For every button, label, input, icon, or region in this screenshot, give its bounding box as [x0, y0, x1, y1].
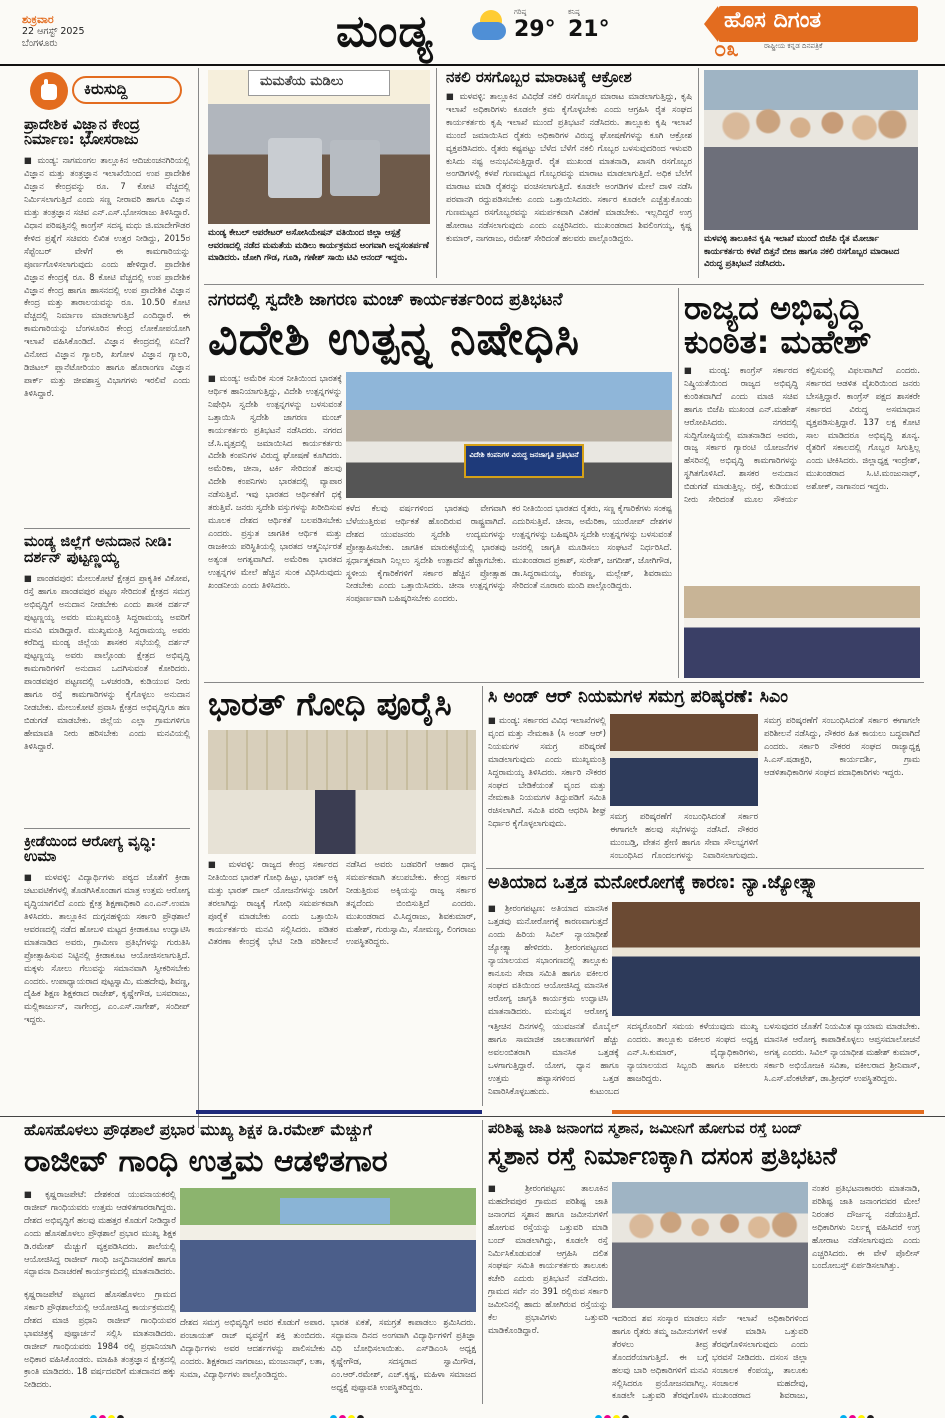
column-rule — [482, 686, 483, 1106]
athiyada-body-1: ■ ಶ್ರೀರಂಗಪಟ್ಟಣ: ಅತಿಯಾದ ಮಾನಸಿಕ ಒತ್ತಡವು ಮನೋರೋಗಕ್ಕೆ ಕಾರಣವಾಗುತ್ತದೆ ಎಂದು ಹಿರಿಯ ಸಿವಿಲ್ ನ್ಯಾಯಾಧೀಶೆ ಜ್ಯೋತ್ಸ್ನಾ ಹೇಳಿದರು. ಶ್ರೀರಂಗಪಟ್ಟಣದ ನ್ಯಾಯಾಲಯದ ಸಭಾಂಗಣದಲ್ಲಿ ತಾಲ್ಲೂಕು ಕಾನೂನು ಸೇವಾ ಸಮಿತಿ ಹಾಗೂ ವಕೀಲರ ಸಂಘದ ವತಿಯಿಂದ ಆಯೋಜಿಸಿದ್ದ ಮಾನಸಿಕ ಆರೋಗ್ಯ ಜಾಗೃತಿ ಕಾರ್ಯಕ್ರಮ ಉದ್ಘಾಟಿಸಿ ಮಾತನಾಡಿದರು. ಮನುಷ್ಯನ ಆರೋಗ್ಯ — [488, 903, 608, 1017]
sianda-headline: ಸಿ ಅಂಡ್ ಆರ್ ನಿಯಮಗಳ ಸಮಗ್ರ ಪರಿಷ್ಕರಣೆ: ಸಿಎಂ — [488, 687, 788, 707]
cooking-vessel — [330, 140, 380, 196]
hand-icon — [30, 72, 68, 110]
column-rule — [436, 68, 437, 278]
smashana-body-1: ■ ಶ್ರೀರಂಗಪಟ್ಟಣ: ತಾಲೂಕಿನ ಮಹದೇವಪುರ ಗ್ರಾಮದ ಪರಿಶಿಷ್ಟ ಜಾತಿ ಜನಾಂಗದ ಸ್ಮಶಾನ ಹಾಗೂ ಜಮೀನುಗಳಿಗೆ ಹೋಗುವ ರಸ್ತೆಯನ್ನು ಒತ್ತುವರಿ ಮಾಡಿ ಬಂದ್ ಮಾಡಲಾಗಿದ್ದು, ಕೂಡಲೇ ರಸ್ತೆ ನಿರ್ಮಿಸಿಕೊಡುವಂತೆ ಆಗ್ರಹಿಸಿ ದಲಿತ ಸಂಘರ್ಷ ಸಮಿತಿ ಕಾರ್ಯಕರ್ತರು ತಾಲೂಕು ಕಚೇರಿ ಎದುರು ಪ್ರತಿಭಟನೆ ನಡೆಸಿದರು. ಗ್ರಾಮದ ಸರ್ವೆ ನಂ 391 ರಲ್ಲಿರುವ ಸರ್ಕಾರಿ ಜಮೀನಿನಲ್ಲಿ ಹಾದು ಹೋಗಿರುವ ರಸ್ತೆಯನ್ನು ಕೆಲ ಪ್ರಭಾವಿಗಳು ಒತ್ತುವರಿ ಮಾಡಿಕೊಂಡಿದ್ದಾರೆ. — [488, 1183, 608, 1335]
color-strip — [612, 1110, 924, 1114]
brief-2-body: ■ ಪಾಂಡವಪುರ: ಮೇಲುಕೋಟೆ ಕ್ಷೇತ್ರದ ಪ್ರಾಕೃತಿಕ ವಿಕೋಪ, ರಸ್ತೆ ಹಾಗೂ ಪಾಂಡವಪುರ ಪಟ್ಟಣ ಸೇರಿದಂತೆ ಕ್ಷೇತ್ರದ ಸಮಗ್ರ ಅಭಿವೃದ್ಧಿಗೆ ಅನುದಾನ ನೀಡಬೇಕು ಎಂದು ಶಾಸಕ ದರ್ಶನ್ ಪುಟ್ಟಣ್ಣಯ್ಯ ಅವರು ಮುಖ್ಯಮಂತ್ರಿ ಸಿದ್ದರಾಮಯ್ಯ ಅವರಿಗೆ ಮನವಿ ಮಾಡಿದ್ದಾರೆ. ಮುಖ್ಯಮಂತ್ರಿ ಸಿದ್ದರಾಮಯ್ಯ ಅವರು ಕರೆದಿದ್ದ ಮಂಡ್ಯ ಜಿಲ್ಲೆಯ ಶಾಸಕರ ಸಭೆಯಲ್ಲಿ ದರ್ಶನ್ ಪುಟ್ಟಣ್ಣಯ್ಯ ಅವರು ಪಾಲ್ಗೊಂಡು ಕ್ಷೇತ್ರದ ಅಭಿವೃದ್ಧಿ ಕಾಮಗಾರಿಗಳಿಗೆ ಅನುದಾನ ಒದಗಿಸುವಂತೆ ಕೋರಿದರು. ಪಾಂಡವಪುರ ಪಟ್ಟಣದಲ್ಲಿ ಒಳಚರಂಡಿ, ಕುಡಿಯುವ ನೀರು ಹಾಗೂ ರಸ್ತೆ ಕಾಮಗಾರಿಗಳನ್ನು ಕೈಗೊಳ್ಳಲು ಅನುದಾನ ನೀಡಬೇಕು. ಮೇಲುಕೋಟೆ ಪ್ರವಾಸಿ ಕ್ಷೇತ್ರದ ಅಭಿವೃದ್ಧಿಗೂ ಹಣ ಬಿಡುಗಡೆ ಮಾಡಬೇಕು. ಜಿಲ್ಲೆಯ ಎಲ್ಲಾ ಗ್ರಾಮಗಳಿಗೂ ಹೇಮಾವತಿ ನೀರು ಹರಿಸಬೇಕು ಎಂದು ಮನವಿಯಲ್ಲಿ ತಿಳಿಸಿದ್ದಾರೆ. — [24, 572, 190, 751]
athiyada-body-2: ಇತ್ತೀಚಿನ ದಿನಗಳಲ್ಲಿ ಯುವಜನತೆ ಮೊಬೈಲ್ ಹಾಗೂ ಸಾಮಾಜಿಕ ಜಾಲತಾಣಗಳಿಗೆ ಹೆಚ್ಚು ಅವಲಂಬಿತರಾಗಿ ಮಾನಸಿಕ ಒತ್ತಡಕ್ಕೆ ಒಳಗಾಗುತ್ತಿದ್ದಾರೆ. ಯೋಗ, ಧ್ಯಾನ ಹಾಗೂ ಉತ್ತಮ ಹವ್ಯಾಸಗಳಿಂದ ಒತ್ತಡ ನಿವಾರಿಸಿಕೊಳ್ಳಬಹುದು. ಕುಟುಂಬದ ಸದಸ್ಯರೊಂದಿಗೆ ಸಮಯ ಕಳೆಯುವುದು ಮುಖ್ಯ ಎಂದರು. ತಾಲ್ಲೂಕು ವಕೀಲರ ಸಂಘದ ಅಧ್ಯಕ್ಷ ಎನ್.ಸಿ.ಕುಮಾರ್, ವೈದ್ಯಾಧಿಕಾರಿಗಳು, ನ್ಯಾಯಾಲಯದ ಸಿಬ್ಬಂದಿ ಹಾಗೂ ವಕೀಲರು ಹಾಜರಿದ್ದರು. — [488, 1021, 758, 1096]
rajeev-body-2: ಕೃಷ್ಣರಾಜಪೇಟೆ ಪಟ್ಟಣದ ಹೊಸಹೊಳಲು ಗ್ರಾಮದ ಸರ್ಕಾರಿ ಪ್ರೌಢಶಾಲೆಯಲ್ಲಿ ಆಯೋಜಿಸಿದ್ದ ಕಾರ್ಯಕ್ರಮದಲ್ಲಿ ದೇಶದ ಮಾಜಿ ಪ್ರಧಾನಿ ರಾಜೀವ್ ಗಾಂಧಿಯವರ ಭಾವಚಿತ್ರಕ್ಕೆ ಪುಷ್ಪಾರ್ಚನೆ ಸಲ್ಲಿಸಿ ಮಾತನಾಡಿದರು. ರಾಜೀವ್ ಗಾಂಧಿಯವರು 1984 ರಲ್ಲಿ ಪ್ರಧಾನಿಯಾಗಿ ಅಧಿಕಾರ ವಹಿಸಿಕೊಂಡರು. ಮಾಹಿತಿ ತಂತ್ರಜ್ಞಾನ ಕ್ಷೇತ್ರದಲ್ಲಿ ಕ್ರಾಂತಿ ಮಾಡಿದರು. 18 ವರ್ಷದವರಿಗೆ ಮತದಾನದ ಹಕ್ಕು ನೀಡಿದರು. — [24, 1289, 176, 1390]
brief-3-headline: ಕ್ರೀಡೆಯಿಂದ ಆರೋಗ್ಯ ವೃದ್ಧಿ: ಉಮಾ — [24, 833, 157, 866]
sianda-body-3: ಸಮಗ್ರ ಪರಿಷ್ಕರಣೆಗೆ ಸಂಬಂಧಿಸಿದಂತೆ ಸರ್ಕಾರ ಈಗಾಗಲೇ ಪರಿಶೀಲನೆ ನಡೆಸಿದ್ದು, ನೌಕರರ ಹಿತ ಕಾಯಲು ಬದ್ಧವಾಗಿದೆ ಎಂದರು. ಸರ್ಕಾರಿ ನೌಕರರ ಸಂಘದ ರಾಜ್ಯಾಧ್ಯಕ್ಷ ಸಿ.ಎಸ್.ಷಡಾಕ್ಷರಿ, ಕಾರ್ಯದರ್ಶಿ, ಗ್ರಾಮ ಆಡಳಿತಾಧಿಕಾರಿಗಳ ಸಂಘದ ಪದಾಧಿಕಾರಿಗಳು ಇದ್ದರು. — [764, 715, 920, 777]
weekday: ಶುಕ್ರವಾರ — [22, 13, 54, 26]
print-registration-marks — [0, 1405, 945, 1418]
videshi-body-3: ಕರ ನೀತಿಯಿಂದ ಭಾರತದ ರೈತರು, ಸಣ್ಣ ಕೈಗಾರಿಕೆಗಳು ಸಂಕಷ್ಟ ಎದುರಿಸುತ್ತಿವೆ. ಚೀನಾ, ಅಮೆರಿಕಾ, ಯುರೋಪ್ ದೇಶಗಳ ಉತ್ಪನ್ನಗಳನ್ನು ಬಹಿಷ್ಕರಿಸಿ ಸ್ವದೇಶಿ ಉತ್ಪನ್ನಗಳನ್ನು ಬಳಸುವಂತೆ ಜನರಲ್ಲಿ ಜಾಗೃತಿ ಮೂಡಿಸಲು ಸಂಘಟನೆ ನಿರ್ಧರಿಸಿದೆ. ಮುಖಂಡರಾದ ಪ್ರಕಾಶ್, ಸುರೇಶ್, ಜಗದೀಶ್, ಜೋಗಿಗೌಡ, ಡಾ.ಸಿದ್ದರಾಮಯ್ಯ, ಕೆಂಪಣ್ಣ, ಮಲ್ಲೇಶ್, ಶಿವರಾಮು ಸೇರಿದಂತೆ ನೂರಾರು ಮಂದಿ ಪಾಲ್ಗೊಂಡಿದ್ದರು. — [512, 503, 672, 591]
masthead — [0, 0, 945, 66]
min-temp: 21° — [568, 17, 610, 42]
brief-2-headline: ಮಂಡ್ಯ ಜಿಲ್ಲೆಗೆ ಅನುದಾನ ನೀಡಿ: ದರ್ಶನ್ ಪುಟ್ಟಣ್ಣಯ್ಯ — [24, 534, 173, 566]
nakali-body: ■ ಮಳವಳ್ಳಿ: ತಾಲ್ಲೂಕಿನ ವಿವಿಧೆಡೆ ನಕಲಿ ರಸಗೊಬ್ಬರ ಮಾರಾಟ ಮಾಡಲಾಗುತ್ತಿದ್ದು, ಕೃಷಿ ಇಲಾಖೆ ಅಧಿಕಾರಿಗಳು ಕೂಡಲೇ ಕ್ರಮ ಕೈಗೊಳ್ಳಬೇಕು ಎಂದು ಆಗ್ರಹಿಸಿ ರೈತ ಸಂಘದ ಕಾರ್ಯಕರ್ತರು ಕೃಷಿ ಇಲಾಖೆ ಮುಂದೆ ಪ್ರತಿಭಟನೆ ನಡೆಸಿದರು. ತಾಲ್ಲೂಕು ಕೃಷಿ ಇಲಾಖೆ ಮುಂದೆ ಜಮಾಯಿಸಿದ ರೈತರು ಅಧಿಕಾರಿಗಳ ವಿರುದ್ಧ ಘೋಷಣೆಗಳನ್ನು ಕೂಗಿ ಆಕ್ರೋಶ ವ್ಯಕ್ತಪಡಿಸಿದರು. ರೈತರು ಕಷ್ಟಪಟ್ಟು ಬೆಳೆದ ಬೆಳೆಗೆ ನಕಲಿ ಗೊಬ್ಬರ ಬಳಸುವುದರಿಂದ ಇಳುವರಿ ಕುಸಿದು ನಷ್ಟ ಅನುಭವಿಸುತ್ತಿದ್ದಾರೆ. ರೈತ ಮುಖಂಡ ಮಾತನಾಡಿ, ಖಾಸಗಿ ರಸಗೊಬ್ಬರ ಅಂಗಡಿಗಳಲ್ಲಿ ಕಳಪೆ ಗುಣಮಟ್ಟದ ಗೊಬ್ಬರವನ್ನು ಮಾರಾಟ ಮಾಡಲಾಗುತ್ತಿದೆ. ಅಧಿಕ ಬೆಲೆಗೆ ಮಾರಾಟ ಮಾಡಿ ರೈತರನ್ನು ವಂಚಿಸಲಾಗುತ್ತಿದೆ. ಕೂಡಲೇ ಅಂಗಡಿಗಳ ಮೇಲೆ ದಾಳಿ ನಡೆಸಿ ಪರವಾನಗಿ ರದ್ದುಪಡಿಸಬೇಕು ಎಂದು ಒತ್ತಾಯಿಸಿದರು. ಸರ್ಕಾರ ಕೂಡಲೇ ಎಚ್ಚೆತ್ತುಕೊಂಡು ಗುಣಮಟ್ಟದ ರಸಗೊಬ್ಬರವನ್ನು ಸಮರ್ಪಕವಾಗಿ ವಿತರಣೆ ಮಾಡಬೇಕು. ಇಲ್ಲದಿದ್ದರೆ ಉಗ್ರ ಹೋರಾಟ ನಡೆಸಲಾಗುವುದು ಎಂದು ಎಚ್ಚರಿಸಿದರು. ಮುಖಂಡರಾದ ಶಿವಲಿಂಗಯ್ಯ, ಕೃಷ್ಣ ಕುಮಾರ್, ನಾಗರಾಜು, ರಮೇಶ್ ಸೇರಿದಂತೆ ಹಲವರು ಪಾಲ್ಗೊಂಡಿದ್ದರು. — [446, 91, 692, 243]
kirusuddi-banner — [22, 70, 188, 114]
rajeev-school-photo — [180, 1188, 476, 1312]
city-title: ಮಂಡ್ಯ — [336, 6, 434, 57]
smashana-body-2: ಇದರಿಂದ ಶವ ಸಂಸ್ಕಾರ ಮಾಡಲು ಹಾಗೂ ರೈತರು ತಮ್ಮ ಜಮೀನುಗಳಿಗೆ ತೆರಳಲು ತೀವ್ರ ತೊಂದರೆಯಾಗುತ್ತಿದೆ. ಈ ಬಗ್ಗೆ ಹಲವು ಬಾರಿ ಅಧಿಕಾರಿಗಳಿಗೆ ಮನವಿ ಸಲ್ಲಿಸಿದರೂ ಪ್ರಯೋಜನವಾಗಿಲ್ಲ. ಕೂಡಲೇ ಒತ್ತುವರಿ ತೆರವುಗೊಳಿಸಿ — [612, 1313, 708, 1401]
nakali-headline: ನಕಲಿ ರಸಗೊಬ್ಬರ ಮಾರಾಟಕ್ಕೆ ಆಕ್ರೋಶ — [446, 68, 632, 86]
protest-banner-text: ವಿದೇಶಿ ಕಂಪನಿಗಳ ವಿರುದ್ಧ ಜನಜಾಗೃತಿ ಪ್ರತಿಭಟನೆ — [469, 451, 579, 459]
sianda-photo — [610, 714, 758, 806]
rajyada-headline: ರಾಜ್ಯದ ಅಭಿವೃದ್ಧಿ ಕುಂಠಿತ: ಮಹೇಶ್ — [684, 289, 872, 361]
brief-1-headline: ಪ್ರಾದೇಶಿಕ ವಿಜ್ಞಾನ ಕೇಂದ್ರ ನಿರ್ಮಾಣ: ಭೋಸರಾಜು — [24, 118, 140, 149]
paper-tagline: ರಾಷ್ಟ್ರೀಯ ಕನ್ನಡ ದಿನಪತ್ರಿಕೆ — [764, 42, 823, 50]
paper-brand — [704, 4, 926, 62]
mamateya-photo — [208, 70, 430, 224]
athiyada-headline: ಅತಿಯಾದ ಒತ್ತಡ ಮನೋರೋಗಕ್ಕೆ ಕಾರಣ: ನ್ಯಾ.ಜ್ಯೋತ್ಸ್ನಾ — [488, 872, 820, 893]
column-rule — [678, 288, 679, 678]
smashana-headline: ಸ್ಮಶಾನ ರಸ್ತೆ ನಿರ್ಮಾಣಕ್ಕಾಗಿ ದಸಂಸ ಪ್ರತಿಭಟನೆ — [488, 1142, 837, 1170]
masthead-rule — [0, 64, 945, 66]
gothi-headline: ಭಾರತ್ ಗೋಧಿ ಪೂರೈಸಿ — [208, 685, 452, 723]
sianda-body-1: ■ ಮಂಡ್ಯ: ಸರ್ಕಾರದ ವಿವಿಧ ಇಲಾಖೆಗಳಲ್ಲಿ ವೃಂದ ಮತ್ತು ನೇಮಕಾತಿ (ಸಿ ಅಂಡ್ ಆರ್) ನಿಯಮಗಳ ಸಮಗ್ರ ಪರಿಷ್ಕರಣೆ ಮಾಡಲಾಗುವುದು ಎಂದು ಮುಖ್ಯಮಂತ್ರಿ ಸಿದ್ದರಾಮಯ್ಯ ತಿಳಿಸಿದರು. ಸರ್ಕಾರಿ ನೌಕರರ ಸಂಘದ ಬೇಡಿಕೆಯಂತೆ ವೃಂದ ಮತ್ತು ನೇಮಕಾತಿ ನಿಯಮಗಳ ತಿದ್ದುಪಡಿಗೆ ಸಮಿತಿ ರಚಿಸಲಾಗಿದೆ. ಸಮಿತಿ ವರದಿ ಆಧರಿಸಿ ಶೀಘ್ರ ನಿರ್ಧಾರ ಕೈಗೊಳ್ಳಲಾಗುವುದು. — [488, 715, 606, 829]
malavalli-protest-photo — [704, 70, 918, 230]
videshi-kicker: ನಗರದಲ್ಲಿ ಸ್ವದೇಶಿ ಜಾಗರಣ ಮಂಚ್ ಕಾರ್ಯಕರ್ತರಿಂದ ಪ್ರತಿಭಟನೆ — [208, 290, 563, 310]
column-rule — [482, 1120, 483, 1404]
banner-sign-text: ಮಮತೆಯ ಮಡಿಲು — [260, 74, 344, 89]
section-rule — [486, 868, 924, 869]
edition-place: ಬೆಂಗಳೂರು — [22, 38, 58, 49]
people-group — [208, 790, 476, 854]
date: 22 ಆಗಸ್ಟ್ 2025 — [22, 26, 85, 37]
videshi-body-2: ಕಳೆದ ಕೆಲವು ವರ್ಷಗಳಿಂದ ಭಾರತವು ವೇಗವಾಗಿ ಬೆಳೆಯುತ್ತಿರುವ ಆರ್ಥಿಕತೆ ಹೊಂದಿರುವ ರಾಷ್ಟ್ರವಾಗಿದೆ. ದೇಶದ ಯುವಜನರು ಸ್ವದೇಶಿ ಉದ್ಯಮಗಳನ್ನು ಪ್ರೋತ್ಸಾಹಿಸಬೇಕು. ಜಾಗತಿಕ ಮಾರುಕಟ್ಟೆಯಲ್ಲಿ ಭಾರತವು ಸ್ಪರ್ಧಾತ್ಮಕವಾಗಿ ನಿಲ್ಲಲು ಸ್ವದೇಶಿ ಉತ್ಪಾದನೆ ಹೆಚ್ಚಾಗಬೇಕು. ಸ್ಥಳೀಯ ಕೈಗಾರಿಕೆಗಳಿಗೆ ಸರ್ಕಾರ ಹೆಚ್ಚಿನ ಪ್ರೋತ್ಸಾಹ ನೀಡಬೇಕು ಎಂದು ಒತ್ತಾಯಿಸಿದರು. ಚೀನಾ ಉತ್ಪನ್ನಗಳನ್ನು ಸಂಪೂರ್ಣವಾಗಿ ಬಹಿಷ್ಕರಿಸಬೇಕು ಎಂದರು. — [346, 503, 506, 604]
min-temp-block — [568, 8, 610, 42]
smashana-body-3: ಸರ್ವೆ ಇಲಾಖೆ ಅಧಿಕಾರಿಗಳಿಂದ ಅಳತೆ ಮಾಡಿಸಿ ಒತ್ತುವರಿ ತೆರವುಗೊಳಿಸಲಾಗುವುದು ಎಂದು ಭರವಸೆ ನೀಡಿದರು. ದಸಂಸ ಜಿಲ್ಲಾ ಸಂಚಾಲಕ ಕೆಂಪಯ್ಯ, ತಾಲೂಕು ಸಂಚಾಲಕ ಮಹದೇವು, ಮುಖಂಡರಾದ ಶಿವರಾಜು, — [712, 1313, 808, 1401]
color-strip — [196, 1110, 482, 1114]
rajyada-body: ■ ಮಂಡ್ಯ: ಕಾಂಗ್ರೆಸ್ ಸರ್ಕಾರದ ನಿಷ್ಕ್ರಿಯತೆಯಿಂದ ರಾಜ್ಯದ ಅಭಿವೃದ್ಧಿ ಕುಂಠಿತವಾಗಿದೆ ಎಂದು ಮಾಜಿ ಸಚಿವ ಹಾಗೂ ಬಿಜೆಪಿ ಮುಖಂಡ ಎನ್.ಮಹೇಶ್ ಆರೋಪಿಸಿದರು. ನಗರದಲ್ಲಿ ಸುದ್ದಿಗೋಷ್ಠಿಯಲ್ಲಿ ಮಾತನಾಡಿದ ಅವರು, ರಾಜ್ಯ ಸರ್ಕಾರ ಗ್ಯಾರಂಟಿ ಯೋಜನೆಗಳ ಹೆಸರಿನಲ್ಲಿ ಅಭಿವೃದ್ಧಿ ಕಾಮಗಾರಿಗಳನ್ನು ಸ್ಥಗಿತಗೊಳಿಸಿದೆ. ಶಾಸಕರ ಅನುದಾನ ಬಿಡುಗಡೆ ಮಾಡುತ್ತಿಲ್ಲ. ರಸ್ತೆ, ಕುಡಿಯುವ ನೀರು ಸೇರಿದಂತೆ ಮೂಲ ಸೌಕರ್ಯ ಕಲ್ಪಿಸುವಲ್ಲಿ ವಿಫಲವಾಗಿದೆ ಎಂದರು. ಸರ್ಕಾರದ ಆಡಳಿತ ವೈಖರಿಯಿಂದ ಜನರು ಬೇಸತ್ತಿದ್ದಾರೆ. ಕಾಂಗ್ರೆಸ್ ಪಕ್ಷದ ಶಾಸಕರೇ ಸರ್ಕಾರದ ವಿರುದ್ಧ ಅಸಮಾಧಾನ ವ್ಯಕ್ತಪಡಿಸುತ್ತಿದ್ದಾರೆ. 137 ಲಕ್ಷ ಕೋಟಿ ಸಾಲ ಮಾಡಿದರೂ ಅಭಿವೃದ್ಧಿ ಶೂನ್ಯ. ರೈತರಿಗೆ ಸಕಾಲದಲ್ಲಿ ಗೊಬ್ಬರ ಸಿಗುತ್ತಿಲ್ಲ ಎಂದು ಟೀಕಿಸಿದರು. ಜಿಲ್ಲಾಧ್ಯಕ್ಷ ಇಂದ್ರೇಶ್, ಮುಖಂಡರಾದ ಸಿ.ಟಿ.ಮಂಜುನಾಥ್, ಅಶೋಕ್, ನಾಗಾನಂದ ಇದ್ದರು. — [684, 365, 920, 505]
column-rule — [698, 68, 699, 278]
registration-dots — [595, 1407, 631, 1418]
rajyada-press-meet-photo — [684, 586, 920, 678]
athiyada-court-photo — [612, 902, 920, 1016]
section-rule — [0, 1116, 945, 1117]
registration-dots — [90, 1407, 126, 1418]
cloud-icon — [472, 22, 506, 40]
min-temp-label: ಕನಿಷ್ಠ — [568, 8, 580, 16]
rajeev-body-3: ದೇಶದ ಸಮಗ್ರ ಅಭಿವೃದ್ಧಿಗೆ ಅವರ ಕೊಡುಗೆ ಅಪಾರ. ಪಂಚಾಯತ್ ರಾಜ್ ವ್ಯವಸ್ಥೆಗೆ ಶಕ್ತಿ ತುಂಬಿದರು. ವಿದ್ಯಾರ್ಥಿಗಳು ಅವರ ಆದರ್ಶಗಳನ್ನು ಪಾಲಿಸಬೇಕು ಎಂದರು. ಶಿಕ್ಷಕರಾದ ನಾಗರಾಜು, ಮಂಜುನಾಥ್, ಲತಾ, ಸುಮಾ, ವಿದ್ಯಾರ್ಥಿಗಳು ಪಾಲ್ಗೊಂಡಿದ್ದರು. — [180, 1317, 325, 1379]
rajeev-body-1: ■ ಕೃಷ್ಣರಾಜಪೇಟೆ: ದೇಶಕಂಡ ಯುವನಾಯಕರಲ್ಲಿ ರಾಜೀವ್ ಗಾಂಧಿಯವರು ಉತ್ತಮ ಆಡಳಿತಗಾರರಾಗಿದ್ದರು. ದೇಶದ ಅಭಿವೃದ್ಧಿಗೆ ಹಲವು ಮಹತ್ತರ ಕೊಡುಗೆ ನೀಡಿದ್ದಾರೆ ಎಂದು ಹೊಸಹೊಳಲು ಪ್ರೌಢಶಾಲೆ ಪ್ರಭಾರ ಮುಖ್ಯ ಶಿಕ್ಷಕ ಡಿ.ರಮೇಶ್ ಮೆಚ್ಚುಗೆ ವ್ಯಕ್ತಪಡಿಸಿದರು. ಶಾಲೆಯಲ್ಲಿ ಆಯೋಜಿಸಿದ್ದ ರಾಜೀವ್ ಗಾಂಧಿ ಜನ್ಮದಿನಾಚರಣೆ ಹಾಗೂ ಸದ್ಭಾವನಾ ದಿನಾಚರಣೆ ಕಾರ್ಯಕ್ರಮದಲ್ಲಿ ಮಾತನಾಡಿದರು. — [24, 1189, 176, 1277]
athiyada-body-3: ಬಳಸುವುದರ ಜೊತೆಗೆ ನಿಯಮಿತ ವ್ಯಾಯಾಮ ಮಾಡಬೇಕು. ಮಾನಸಿಕ ಆರೋಗ್ಯ ಕಾಪಾಡಿಕೊಳ್ಳಲು ಆಪ್ತಸಮಾಲೋಚನೆ ಅಗತ್ಯ ಎಂದರು. ಸಿವಿಲ್ ನ್ಯಾಯಾಧೀಶ ಮಹೇಶ್ ಕುಮಾರ್, ಸರ್ಕಾರಿ ಅಭಿಯೋಜಕಿ ಸವಿತಾ, ವಕೀಲರಾದ ಶ್ರೀನಿವಾಸ್, ಸಿ.ಎಸ್.ವೆಂಕಟೇಶ್, ಡಾ.ಶ್ರೀಧರ್ ಉಪಸ್ಥಿತರಿದ್ದರು. — [764, 1021, 920, 1083]
sianda-body-2: ಸಮಗ್ರ ಪರಿಷ್ಕರಣೆಗೆ ಸಂಬಂಧಿಸಿದಂತೆ ಸರ್ಕಾರ ಈಗಾಗಲೇ ಹಲವು ಸಭೆಗಳನ್ನು ನಡೆಸಿದೆ. ನೌಕರರ ಮುಂಬಡ್ತಿ, ವೇತನ ಶ್ರೇಣಿ ಹಾಗೂ ಸೇವಾ ಸೌಲಭ್ಯಗಳಿಗೆ ಸಂಬಂಧಿಸಿದ ಗೊಂದಲಗಳನ್ನು ನಿವಾರಿಸಲಾಗುವುದು. — [610, 811, 758, 860]
paper-name: ಹೊಸ ದಿಗಂತ — [724, 8, 822, 33]
weather-box — [470, 4, 618, 58]
smashana-kicker: ಪರಿಶಿಷ್ಟ ಜಾತಿ ಜನಾಂಗದ ಸ್ಮಶಾನ, ಜಮೀನಿಗೆ ಹೋಗುವ ರಸ್ತೆ ಬಂದ್ — [488, 1121, 803, 1137]
mamateya-caption: ಮಂಡ್ಯ ಕೇಬಲ್ ಆಪರೇಟರ್ ಅಸೋಸಿಯೇಷನ್ ವತಿಯಿಂದ ಜಿಲ್ಲಾ ಆಸ್ಪತ್ರೆ ಆವರಣದಲ್ಲಿ ನಡೆದ ಮಮತೆಯ ಮಡಿಲು ಕಾರ್ಯಕ್ರಮದ ಅಂಗವಾಗಿ ಅನ್ನಸಂತರ್ಪಣೆ ಮಾಡಿದರು. ಜೋಗಿ ಗೌಡ, ಗೂಡಿ, ಗಣೇಶ್ ಸಾಯಿ ಟಿವಿ ಆನಂದ್ ಇದ್ದರು. — [208, 227, 429, 262]
max-temp: 29° — [514, 17, 556, 42]
videshi-body-1: ■ ಮಂಡ್ಯ: ಅಮೆರಿಕ ಸುಂಕ ನೀತಿಯಿಂದ ಭಾರತಕ್ಕೆ ಆರ್ಥಿಕ ಹಾನಿಯಾಗುತ್ತಿದ್ದು, ವಿದೇಶಿ ಉತ್ಪನ್ನಗಳನ್ನು ನಿಷೇಧಿಸಿ ಸ್ವದೇಶಿ ಉತ್ಪನ್ನಗಳನ್ನು ಬಳಸುವಂತೆ ಒತ್ತಾಯಿಸಿ ಸ್ವದೇಶಿ ಜಾಗರಣ ಮಂಚ್ ಕಾರ್ಯಕರ್ತರು ಪ್ರತಿಭಟನೆ ನಡೆಸಿದರು. ನಗರದ ಜೆ.ಸಿ.ವೃತ್ತದಲ್ಲಿ ಜಮಾಯಿಸಿದ ಕಾರ್ಯಕರ್ತರು ವಿದೇಶಿ ಕಂಪನಿಗಳ ವಿರುದ್ಧ ಘೋಷಣೆ ಕೂಗಿದರು. ಅಮೆರಿಕಾ, ಚೀನಾ, ಟರ್ಕಿ ಸೇರಿದಂತೆ ಹಲವು ವಿದೇಶಿ ಕಂಪನಿಗಳು ಭಾರತದಲ್ಲಿ ವ್ಯಾಪಾರ ನಡೆಸುತ್ತಿವೆ. ಇವು ಭಾರತದ ಆರ್ಥಿಕತೆಗೆ ಧಕ್ಕೆ ತರುತ್ತಿವೆ. ಜನರು ಸ್ವದೇಶಿ ವಸ್ತುಗಳನ್ನು ಖರೀದಿಸುವ ಮೂಲಕ ದೇಶದ ಆರ್ಥಿಕತೆ ಬಲಪಡಿಸಬೇಕು ಎಂದರು. ಪ್ರಸ್ತುತ ಜಾಗತಿಕ ಆರ್ಥಿಕ ಮತ್ತು ರಾಜಕೀಯ ಪರಿಸ್ಥಿತಿಯಲ್ಲಿ ಭಾರತದ ಆತ್ಮನಿರ್ಭರತೆ ಅತ್ಯಂತ ಅಗತ್ಯವಾಗಿದೆ. ಅಮೆರಿಕಾ ಭಾರತದ ಉತ್ಪನ್ನಗಳ ಮೇಲೆ ಹೆಚ್ಚಿನ ಸುಂಕ ವಿಧಿಸಿರುವುದು ಖಂಡನೀಯ ಎಂದು ತಿಳಿಸಿದರು. — [208, 373, 342, 590]
smashana-protest-photo — [612, 1182, 808, 1308]
rajeev-headline: ರಾಜೀವ್ ಗಾಂಧಿ ಉತ್ತಮ ಆಡಳಿತಗಾರ — [24, 1144, 388, 1179]
videshi-headline: ವಿದೇಶಿ ಉತ್ಪನ್ನ ನಿಷೇಧಿಸಿ — [208, 311, 581, 365]
max-temp-label: ಗರಿಷ್ಠ — [514, 8, 527, 16]
column-rule — [198, 68, 199, 1128]
smashana-body-4: ನಂತರ ಪ್ರತಿಭಟನಾಕಾರರು ಮಾತನಾಡಿ, ಪರಿಶಿಷ್ಟ ಜಾತಿ ಜನಾಂಗದವರ ಮೇಲೆ ನಿರಂತರ ದೌರ್ಜನ್ಯ ನಡೆಯುತ್ತಿದೆ. ಅಧಿಕಾರಿಗಳು ನಿರ್ಲಕ್ಷ್ಯ ವಹಿಸಿದರೆ ಉಗ್ರ ಹೋರಾಟ ನಡೆಸಲಾಗುವುದು ಎಂದು ಎಚ್ಚರಿಸಿದರು. ಈ ವೇಳೆ ಪೊಲೀಸ್ ಬಂದೋಬಸ್ತ್ ಏರ್ಪಡಿಸಲಾಗಿತ್ತು. — [812, 1183, 920, 1271]
cooking-vessel — [268, 138, 322, 198]
event-banner — [280, 1198, 390, 1224]
gothi-body: ■ ಮಳವಳ್ಳಿ: ರಾಜ್ಯದ ಕೇಂದ್ರ ಸರ್ಕಾರದ ನೀತಿಯಿಂದ ಭಾರತ್ ಗೋಧಿ ಹಿಟ್ಟು, ಭಾರತ್ ಅಕ್ಕಿ ಮತ್ತು ಭಾರತ್ ದಾಲ್ ಯೋಜನೆಗಳನ್ನು ಜಾರಿಗೆ ತರಲಾಗಿದ್ದು ರಾಜ್ಯಕ್ಕೆ ಗೋಧಿ ಸಮರ್ಪಕವಾಗಿ ಪೂರೈಕೆ ಮಾಡಬೇಕು ಎಂದು ಒತ್ತಾಯಿಸಿ ಕಾರ್ಯಕರ್ತರು ಮನವಿ ಸಲ್ಲಿಸಿದರು. ಪಡಿತರ ವಿತರಣಾ ಕೇಂದ್ರಕ್ಕೆ ಭೇಟಿ ನೀಡಿ ಪರಿಶೀಲನೆ ನಡೆಸಿದ ಅವರು ಬಡವರಿಗೆ ಆಹಾರ ಧಾನ್ಯ ಸಮರ್ಪಕವಾಗಿ ತಲುಪಬೇಕು. ಕೇಂದ್ರ ಸರ್ಕಾರ ನೀಡುತ್ತಿರುವ ಅಕ್ಕಿಯನ್ನು ರಾಜ್ಯ ಸರ್ಕಾರ ತನ್ನದೆಂದು ಬಿಂಬಿಸುತ್ತಿದೆ ಎಂದರು. ಮುಖಂಡರಾದ ವಿ.ಸಿದ್ದರಾಜು, ಶಿವಕುಮಾರ್, ಮಹೇಶ್, ಗುರುಸ್ವಾಮಿ, ಸೋಮಣ್ಣ, ಲಿಂಗರಾಜು ಉಪಸ್ಥಿತರಿದ್ದರು. — [208, 859, 476, 947]
page-number: ೦೩ — [714, 37, 739, 62]
divider — [24, 528, 190, 529]
section-rule — [204, 682, 924, 683]
kirusuddi-label: ಕಿರುಸುದ್ದಿ — [84, 80, 128, 98]
dateline — [22, 14, 85, 50]
section-rule — [204, 284, 924, 285]
brief-3-body: ■ ಮಳವಳ್ಳಿ: ವಿದ್ಯಾರ್ಥಿಗಳು ಪಠ್ಯದ ಜೊತೆಗೆ ಕ್ರೀಡಾ ಚಟುವಟಿಕೆಗಳಲ್ಲಿ ತೊಡಗಿಸಿಕೊಂಡಾಗ ಮಾತ್ರ ಉತ್ತಮ ಆರೋಗ್ಯ ವೃದ್ಧಿಯಾಗಲಿದೆ ಎಂದು ಕ್ಷೇತ್ರ ಶಿಕ್ಷಣಾಧಿಕಾರಿ ಎಂ.ಎನ್.ಉಮಾ ತಿಳಿಸಿದರು. ತಾಲ್ಲೂಕಿನ ದುಗ್ಗನಹಳ್ಳಿಯ ಸರ್ಕಾರಿ ಪ್ರೌಢಶಾಲೆ ಆವರಣದಲ್ಲಿ ನಡೆದ ಹೋಬಳಿ ಮಟ್ಟದ ಕ್ರೀಡಾಕೂಟ ಉದ್ಘಾಟಿಸಿ ಮಾತನಾಡಿದ ಅವರು, ಗ್ರಾಮೀಣ ಪ್ರತಿಭೆಗಳನ್ನು ಗುರುತಿಸಿ ಪ್ರೋತ್ಸಾಹಿಸುವ ನಿಟ್ಟಿನಲ್ಲಿ ಕ್ರೀಡಾಕೂಟ ಆಯೋಜಿಸಲಾಗುತ್ತಿದೆ. ಮಕ್ಕಳು ಸೋಲು ಗೆಲುವನ್ನು ಸಮಾನವಾಗಿ ಸ್ವೀಕರಿಸಬೇಕು ಎಂದರು. ಉಪಾಧ್ಯಾಯರಾದ ಪುಟ್ಟಸ್ವಾಮಿ, ಮಹದೇವು, ಶಿವಣ್ಣ, ದೈಹಿಕ ಶಿಕ್ಷಣ ಶಿಕ್ಷಕರಾದ ರಾಜೇಶ್, ಕೃಷ್ಣೇಗೌಡ, ಬಸವರಾಜು, ಮಲ್ಲಿಕಾರ್ಜುನ್, ನಾಗೇಂದ್ರ, ಎಂ.ಎಸ್.ನಾಗೇಶ್, ಸಂದೀಪ್ ಇದ್ದರು. — [24, 872, 190, 1025]
registration-dots — [840, 1407, 876, 1418]
rajeev-kicker: ಹೊಸಹೊಳಲು ಪ್ರೌಢಶಾಲೆ ಪ್ರಭಾರ ಮುಖ್ಯ ಶಿಕ್ಷಕ ಡಿ.ರಮೇಶ್ ಮೆಚ್ಚುಗೆ — [24, 1121, 372, 1139]
videshi-protest-photo — [346, 372, 672, 498]
max-temp-block — [514, 8, 556, 42]
registration-dots — [330, 1407, 366, 1418]
malavalli-caption: ಮಳವಳ್ಳಿ ತಾಲೂಕಿನ ಕೃಷಿ ಇಲಾಖೆ ಮುಂದೆ ಬಿಜೆಪಿ ರೈತ ಮೋರ್ಚಾ ಕಾರ್ಯಕರ್ತರು ಕಳಪೆ ಬಿತ್ತನೆ ಬೀಜ ಹಾಗೂ ನಕಲಿ ರಸಗೊಬ್ಬರ ಮಾರಾಟದ ವಿರುದ್ಧ ಪ್ರತಿಭಟನೆ ನಡೆಸಿದರು. — [704, 233, 900, 268]
brief-column — [24, 118, 190, 1123]
rajeev-body-4: ಭಾರತ ಏಕತೆ, ಸಮಗ್ರತೆ ಕಾಪಾಡಲು ಶ್ರಮಿಸಿದರು. ಸದ್ಭಾವನಾ ದಿನದ ಅಂಗವಾಗಿ ವಿದ್ಯಾರ್ಥಿಗಳಿಗೆ ಪ್ರತಿಜ್ಞಾ ವಿಧಿ ಬೋಧಿಸಲಾಯಿತು. ಎಸ್‌ಡಿಎಂಸಿ ಅಧ್ಯಕ್ಷ ಕೃಷ್ಣೇಗೌಡ, ಸದಸ್ಯರಾದ ಸ್ವಾಮಿಗೌಡ, ಎಂ.ಆರ್.ರಮೇಶ್, ಎಚ್.ಕೃಷ್ಣ, ಮಹಿಳಾ ಸಮಾಜದ ಅಧ್ಯಕ್ಷೆ ಪುಷ್ಪಾವತಿ ಉಪಸ್ಥಿತರಿದ್ದರು. — [331, 1317, 476, 1392]
godhi-sacks-photo — [208, 730, 476, 854]
brief-1-body: ■ ಮಂಡ್ಯ: ನಾಗಮಂಗಲ ತಾಲ್ಲೂಕಿನ ಆದಿಚುಂಚನಗಿರಿಯಲ್ಲಿ ವಿಜ್ಞಾನ ಮತ್ತು ತಂತ್ರಜ್ಞಾನ ಇಲಾಖೆಯಿಂದ ಉಪ ಪ್ರಾದೇಶಿಕ ವಿಜ್ಞಾನ ಕೇಂದ್ರವನ್ನು ರೂ. 7 ಕೋಟಿ ವೆಚ್ಚದಲ್ಲಿ ನಿರ್ಮಿಸಲಾಗುತ್ತಿದೆ ಎಂದು ಸಣ್ಣ ನೀರಾವರಿ ಹಾಗೂ ವಿಜ್ಞಾನ ಮತ್ತು ತಂತ್ರಜ್ಞಾನ ಸಚಿವ ಎನ್.ಎಸ್.ಭೋಸರಾಜು ತಿಳಿಸಿದ್ದಾರೆ. ವಿಧಾನ ಪರಿಷತ್ತಿನಲ್ಲಿ ಕಾಂಗ್ರೆಸ್ ಸದಸ್ಯ ಮಧು ಜಿ.ಮಾದೇಗೌಡರ ಕೇಳಿದ ಪ್ರಶ್ನೆಗೆ ಸಚಿವರು ಲಿಖಿತ ಉತ್ತರ ನೀಡಿದ್ದು, 2015ರ ಸೆಪ್ಟೆಂಬರ್ ವೇಳೆಗೆ ಈ ಕಾಮಗಾರಿಯನ್ನು ಪೂರ್ಣಗೊಳಿಸಲಾಗುವುದು ಎಂದು ಹೇಳಿದ್ದಾರೆ. ಪ್ರಾದೇಶಿಕ ವಿಜ್ಞಾನ ಕೇಂದ್ರಕ್ಕೆ ರೂ. 8 ಕೋಟಿ ವೆಚ್ಚದಲ್ಲಿ ಉಪ ಪ್ರಾದೇಶಿಕ ವಿಜ್ಞಾನ ಕೇಂದ್ರ ಹಾಗೂ ಹಾಸನದಲ್ಲಿ ಉಪ ಪ್ರಾದೇಶಿಕ ವಿಜ್ಞಾನ ಕೇಂದ್ರ ಮತ್ತು ತಾರಾಲಯವನ್ನು ರೂ. 10.50 ಕೋಟಿ ವೆಚ್ಚದಲ್ಲಿ ನಿರ್ಮಾಣ ಮಾಡಲಾಗುತ್ತಿದೆ ಎಂದಿದ್ದಾರೆ. ಈ ಕಾಮಗಾರಿಯನ್ನು ಬೆಂಗಳೂರಿನ ಕೇಂದ್ರ ಲೋಕೋಪಯೋಗಿ ಇಲಾಖೆ ವಹಿಸಿಕೊಂಡಿದೆ. ವಿಜ್ಞಾನ ಕೇಂದ್ರದಲ್ಲಿ ಏನಿದೆ? ವಿನೋದ ವಿಜ್ಞಾನ ಗ್ಯಾಲರಿ, ಖಗೋಳ ವಿಜ್ಞಾನ ಗ್ಯಾಲರಿ, ಡಿಜಿಟಲ್ ಪ್ಲಾನೆಟೋರಿಯಂ ಹಾಗೂ ಹೊರಾಂಗಣ ವಿಜ್ಞಾನ ಪಾರ್ಕ್ ಮತ್ತು ಜೀವಶಾಸ್ತ್ರ ವಿಭಾಗಗಳು ಇರಲಿವೆ ಎಂದು ತಿಳಿಸಿದ್ದಾರೆ. — [24, 155, 190, 398]
divider — [24, 828, 190, 829]
